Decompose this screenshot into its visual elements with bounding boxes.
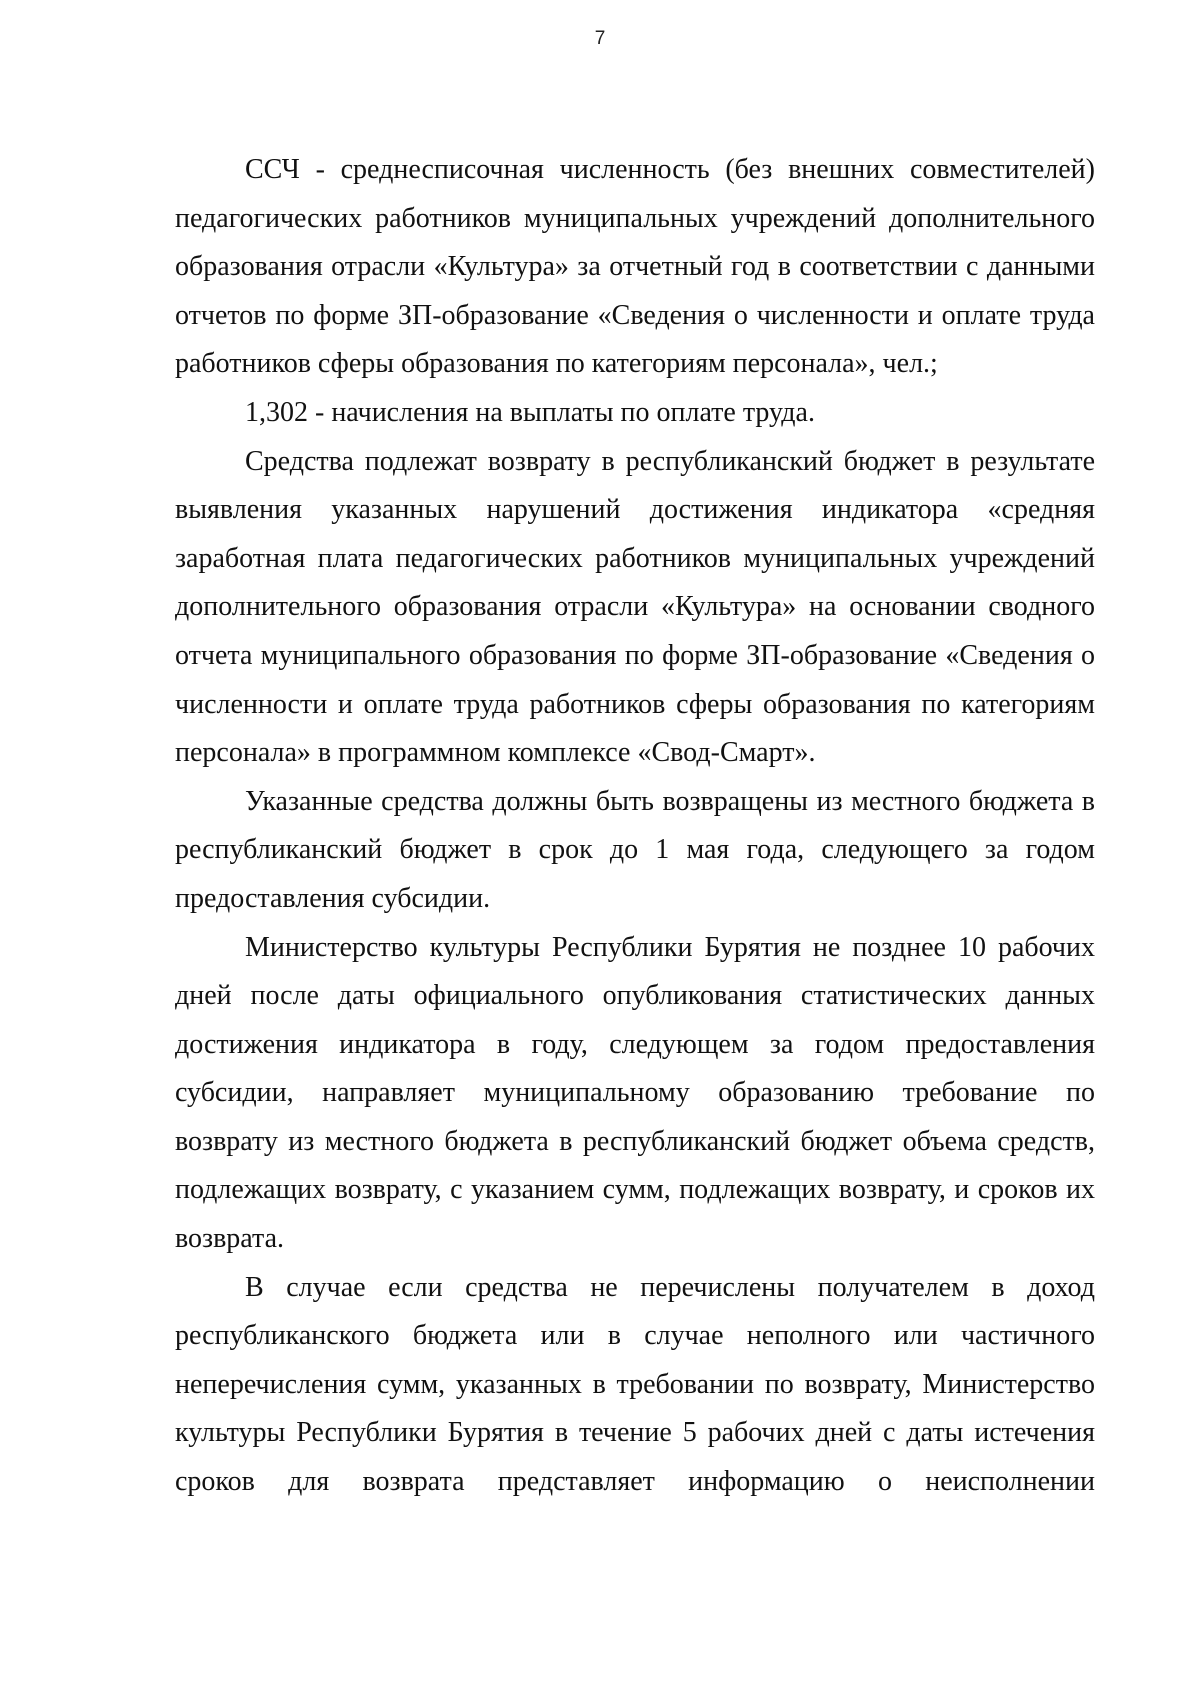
paragraph-sschislennost: ССЧ - среднесписочная численность (без внешних совместителей) педагогических работников муниципальных учреждений дополнительного образования отрасли «Культура» за отчетный год в соответствии с данными отчетов по форме ЗП-образование «Сведения о численности и оплате труда работников сферы образования по категориям персонала», чел.; xyxy=(175,154,1095,380)
document-body xyxy=(175,146,1095,1507)
paragraph-nachisleniya: 1,302 - начисления на выплаты по оплате труда. xyxy=(245,396,815,428)
paragraph-neperechislenie: В случае если средства не перечислены получателем в доход республиканского бюджета или в случае неполного или частичного неперечисления сумм, указанных в требовании по возврату, Министерство культуры Республики Бурятия в течение 5 рабочих дней с даты истечения сроков для возврата представляет информацию о неисполнении xyxy=(175,1271,1095,1498)
page-number: 7 xyxy=(594,28,606,49)
paragraph-trebovanie: Министерство культуры Республики Бурятия не позднее 10 рабочих дней после даты официального опубликования статистических данных достижения индикатора в году, следующем за годом предоставления субсидии, направляет муниципальному образованию требование по возврату из местного бюджета в республиканский бюджет объема средств, подлежащих возврату, с указанием сумм, подлежащих возврату, и сроков их возврата. xyxy=(175,931,1095,1255)
paragraph-srok-vozvrata: Указанные средства должны быть возвращены из местного бюджета в республиканский бюджет в срок до 1 мая года, следующего за годом предоставления субсидии. xyxy=(175,785,1095,914)
paragraph-vozvrat-sredstv: Средства подлежат возврату в республиканский бюджет в результате выявления указанных нарушений достижения индикатора «средняя заработная плата педагогических работников муниципальных учреждений дополнительного образования отрасли «Культура» на основании сводного отчета муниципального образования по форме ЗП-образование «Сведения о численности и оплате труда работников сферы образования по категориям персонала» в программном комплексе «Свод-Смарт». xyxy=(175,445,1095,769)
